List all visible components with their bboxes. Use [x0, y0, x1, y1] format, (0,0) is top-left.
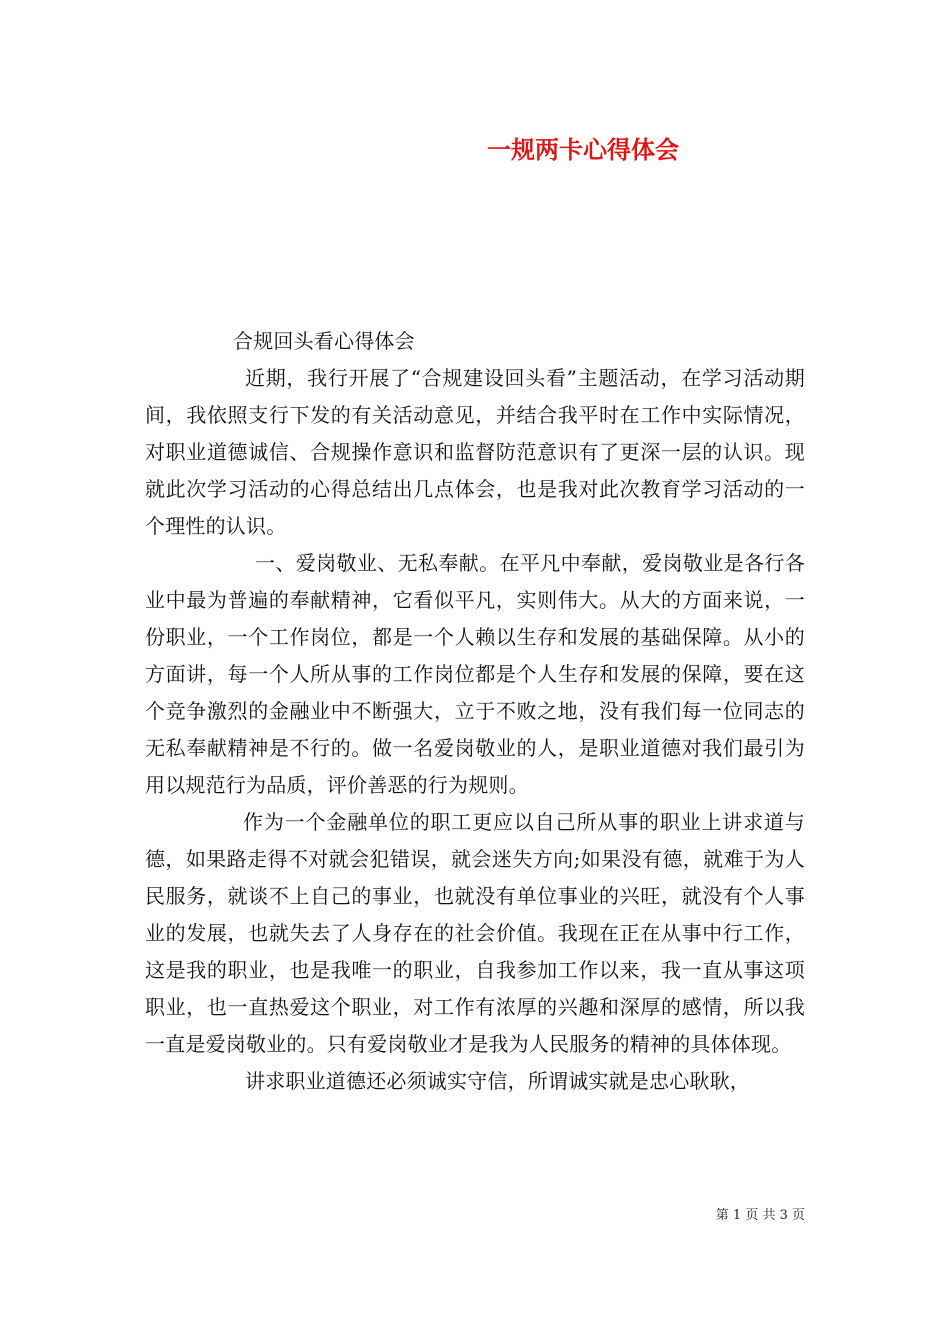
body-paragraph: 一、爱岗敬业、无私奉献。在平凡中奉献，爱岗敬业是各行各业中最为普遍的奉献精神，它看似平凡，实则伟大。从大的方面来说，一份职业，一个工作岗位，都是一个人赖以生存和发展的基础保障。从小的方面讲，每一个人所从事的工作岗位都是个人生存和发展的保障，要在这个竞争激烈的金融业中不断强大，立于不败之地，没有我们每一位同志的无私奉献精神是不行的。做一名爱岗敬业的人，是职业道德对我们最引为用以规范行为品质，评价善恶的行为规则。 — [145, 551, 805, 797]
document-subtitle: 合规回头看心得体会 — [233, 329, 415, 353]
document-title: 一规两卡心得体会 — [487, 135, 679, 164]
body-paragraph: 近期，我行开展了“合规建设回头看”主题活动，在学习活动期间，我依照支行下发的有关活动意见，并结合我平时在工作中实际情况，对职业道德诚信、合规操作意识和监督防范意识有了更深一层的认识。现就此次学习活动的心得总结出几点体会，也是我对此次教育学习活动的一个理性的认识。 — [145, 366, 805, 538]
body-paragraph: 作为一个金融单位的职工更应以自己所从事的职业上讲求道与德，如果路走得不对就会犯错误，就会迷失方向;如果没有德，就难于为人民服务，就谈不上自己的事业，也就没有单位事业的兴旺，就没有个人事业的发展，也就失去了人身存在的社会价值。我现在正在从事中行工作，这是我的职业，也是我唯一的职业，自我参加工作以来，我一直从事这项职业，也一直热爱这个职业，对工作有浓厚的兴趣和深厚的感情，所以我一直是爱岗敬业的。只有爱岗敬业才是我为人民服务的精神的具体体现。 — [145, 810, 805, 1056]
document-body — [145, 323, 805, 1100]
body-paragraph: 讲求职业道德还必须诚实守信，所谓诚实就是忠心耿耿， — [245, 1069, 750, 1093]
page-number-footer: 第 1 页 共 3 页 — [715, 1208, 805, 1223]
